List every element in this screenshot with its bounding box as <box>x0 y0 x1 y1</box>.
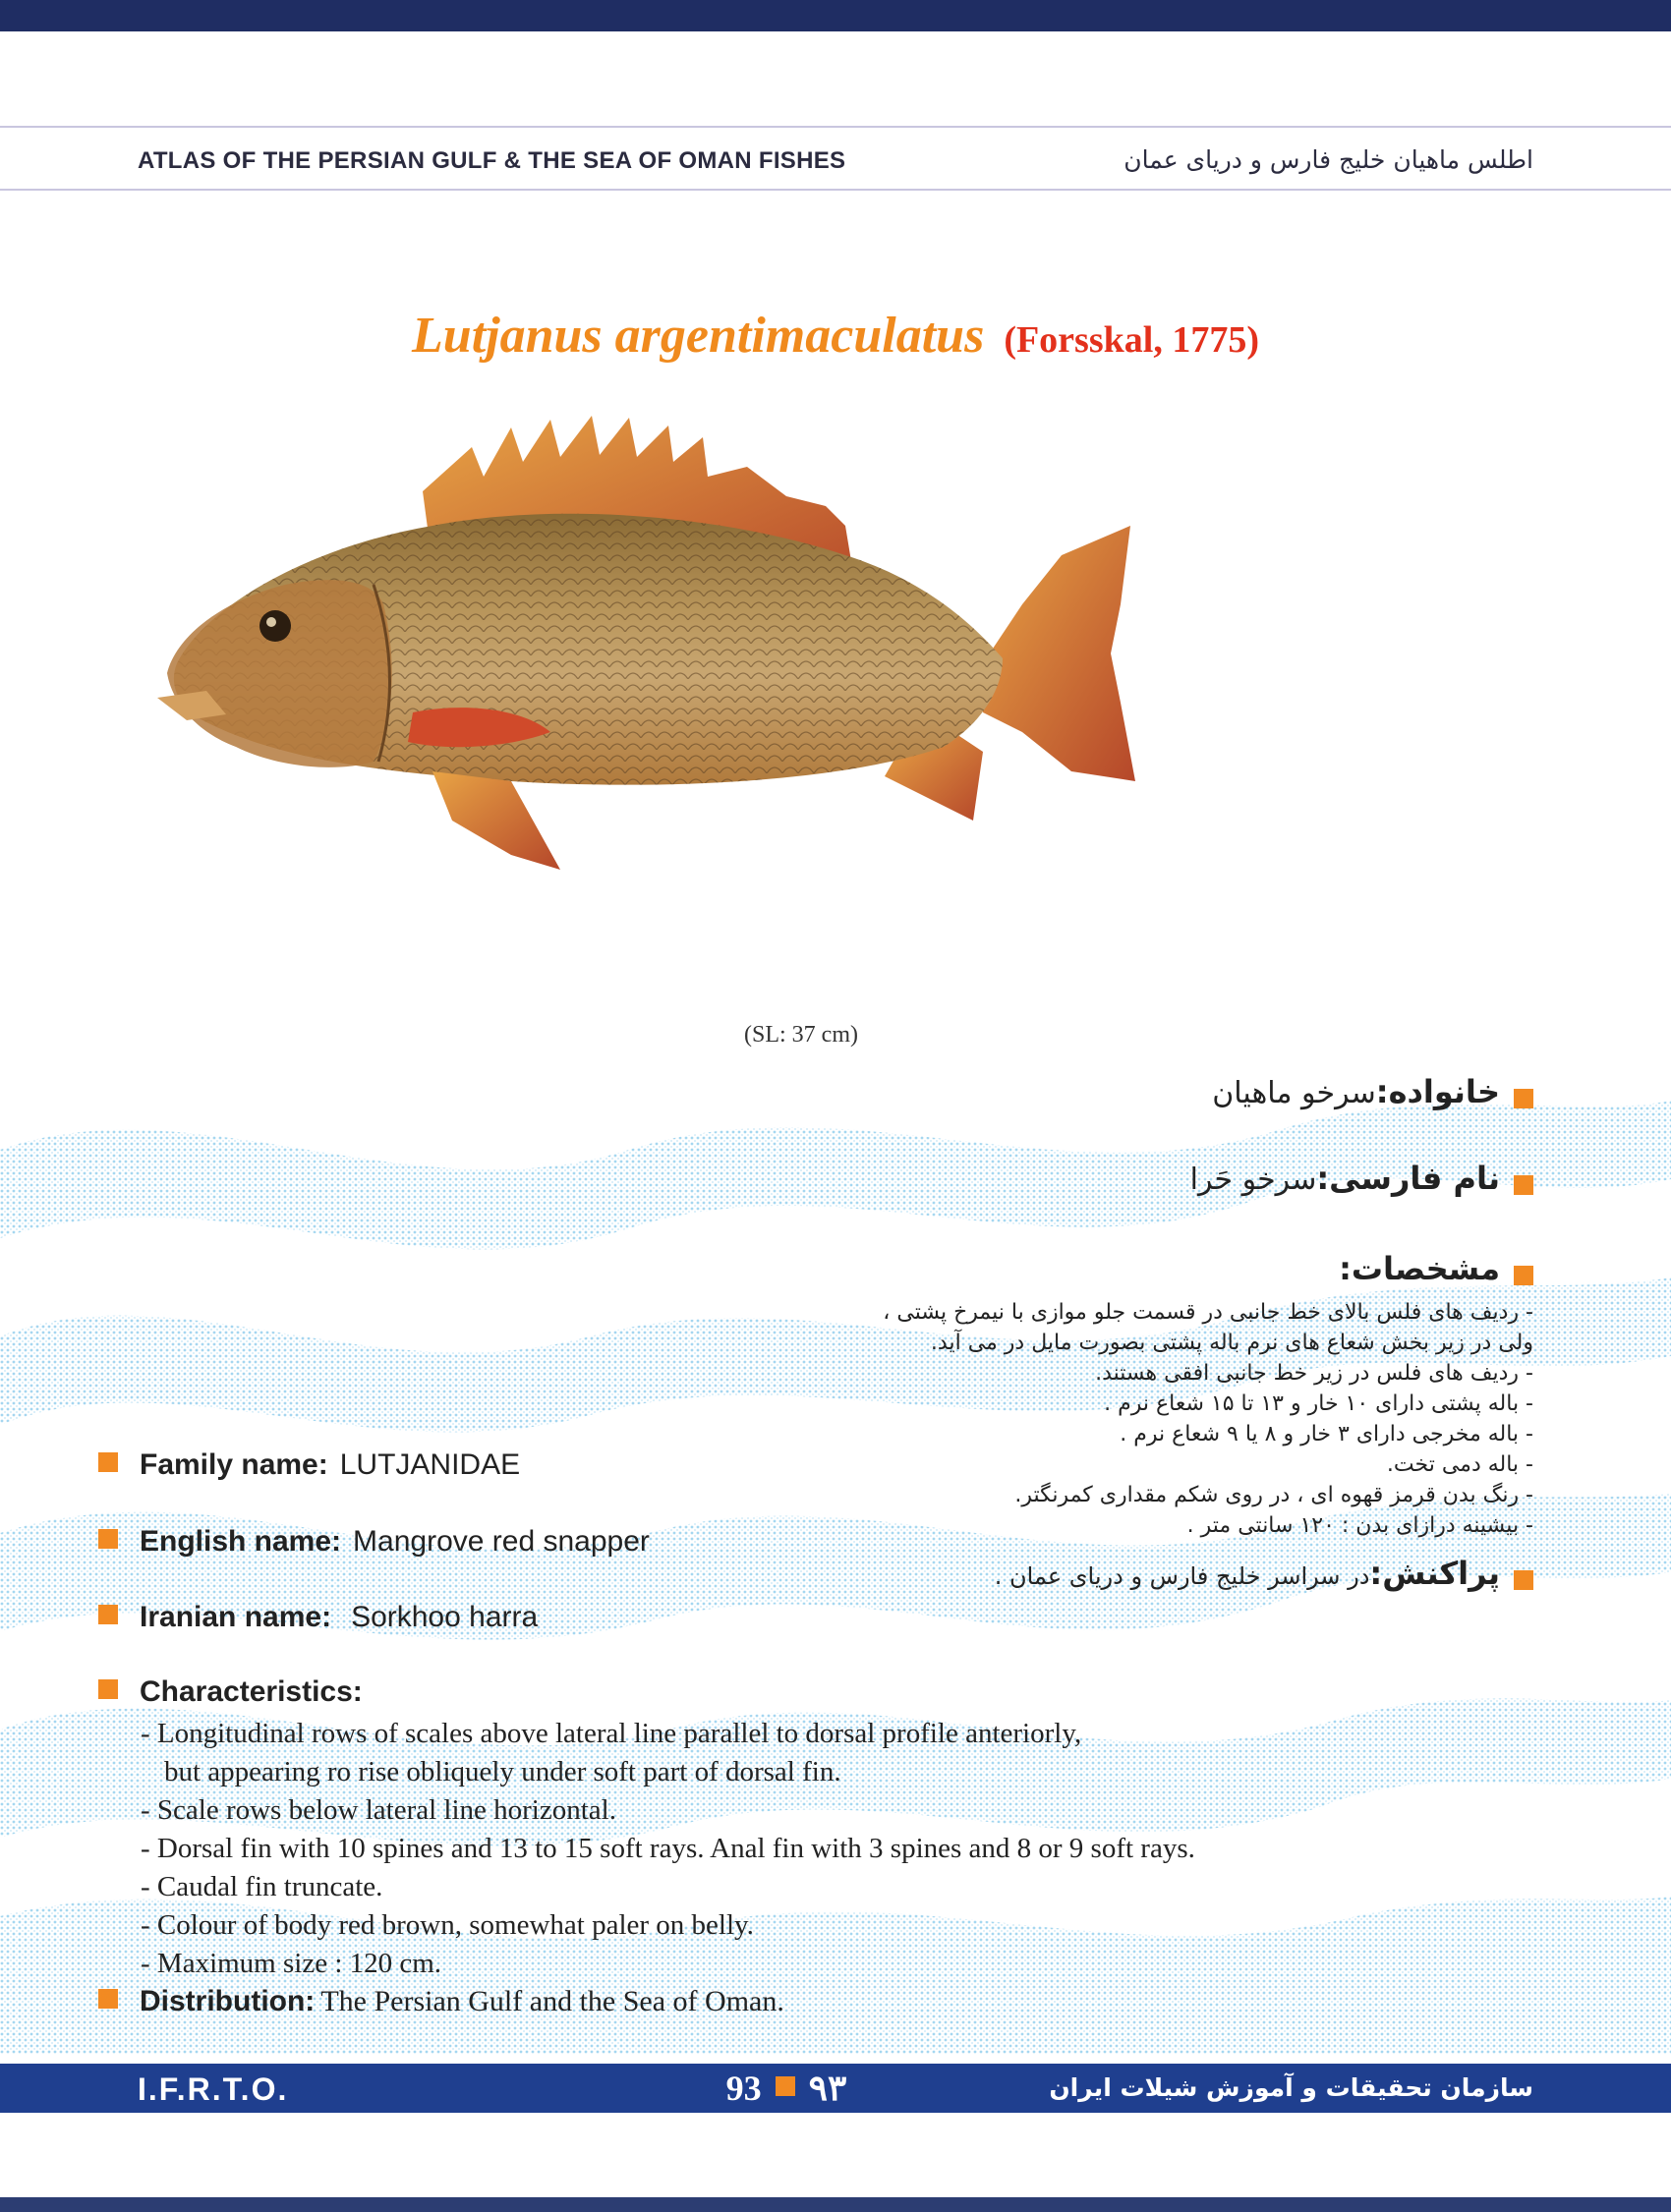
en-char-line: - Longitudinal rows of scales above lateral line parallel to dorsal profile anteriorly, <box>141 1718 1082 1749</box>
top-edge-bar <box>0 0 1671 31</box>
fa-char-line: ولی در زیر بخش شعاع های نرم باله پشتی بصورت مایل در می آید. <box>930 1331 1533 1355</box>
orange-bullet-icon <box>1514 1175 1533 1195</box>
fa-name-value: سرخو حَرا <box>1189 1163 1317 1197</box>
caudal-fin <box>983 526 1135 781</box>
orange-bullet-icon <box>1514 1266 1533 1285</box>
en-family-value: LUTJANIDAE <box>339 1448 521 1481</box>
orange-bullet-icon <box>98 1452 118 1472</box>
fa-characteristics-list <box>883 1297 1533 1541</box>
fa-family-label: خانواده: <box>1375 1073 1500 1110</box>
bottom-edge-bar <box>0 2197 1671 2212</box>
en-dist-label: Distribution: <box>140 1985 316 2017</box>
en-iranian-label: Iranian name: <box>140 1601 332 1633</box>
size-caption: (SL: 37 cm) <box>744 1022 858 1048</box>
fa-characteristics-heading <box>1339 1250 1533 1287</box>
header-rule <box>0 189 1671 191</box>
scientific-name: Lutjanus argentimaculatus <box>412 308 985 364</box>
footer-org-fa: سازمان تحقیقات و آموزش شیلات ایران <box>1049 2073 1533 2102</box>
fa-name-field <box>1190 1160 1533 1197</box>
en-family-label: Family name: <box>140 1448 328 1481</box>
fa-family-field <box>1212 1073 1533 1110</box>
fa-char-line: - باله دمی تخت. <box>1386 1452 1533 1477</box>
species-authority: (Forsskal, 1775) <box>1004 319 1259 361</box>
en-char-line: - Caudal fin truncate. <box>141 1871 383 1902</box>
header-title-en: ATLAS OF THE PERSIAN GULF & THE SEA OF OMAN FISHES <box>138 147 846 174</box>
header-rule <box>0 126 1671 128</box>
footer-org-en: I.F.R.T.O. <box>138 2071 289 2107</box>
fa-family-value: سرخو ماهیان <box>1212 1076 1376 1110</box>
fa-distribution-field <box>995 1555 1533 1592</box>
fish-head <box>157 580 392 767</box>
en-char-line: - Dorsal fin with 10 spines and 13 to 15 soft rays. Anal fin with 3 spines and 8 or 9 soft rays. <box>141 1833 1195 1864</box>
fa-char-label: مشخصات: <box>1339 1250 1500 1287</box>
en-char-label: Characteristics: <box>140 1675 363 1708</box>
fa-char-line: - رنگ بدن قرمز قهوه ای ، در روی شکم مقداری کمرنگتر. <box>1014 1483 1533 1507</box>
fa-char-line: - ردیف های فلس بالای خط جانبی در قسمت جلو موازی با نیمرخ پشتی ، <box>883 1300 1533 1325</box>
en-dist-value: The Persian Gulf and the Sea of Oman. <box>320 1985 784 2017</box>
fish-illustration <box>138 408 1278 1017</box>
fa-char-line: - باله مخرجی دارای ۳ خار و ۸ یا ۹ شعاع نرم . <box>1120 1422 1533 1446</box>
fa-dist-label: پراکنش: <box>1369 1555 1500 1592</box>
en-iranian-name-field <box>98 1601 538 1634</box>
footer-bar <box>0 2064 1671 2113</box>
orange-bullet-icon <box>1514 1570 1533 1590</box>
page-number-persian: ۹۳ <box>808 2069 847 2108</box>
en-english-value: Mangrove red snapper <box>353 1525 650 1558</box>
en-distribution-field <box>98 1985 784 2018</box>
orange-bullet-icon <box>98 1529 118 1549</box>
fa-char-line: - بیشینه درازای بدن : ۱۲۰ سانتی متر . <box>1186 1513 1533 1538</box>
en-characteristics-heading <box>98 1675 363 1709</box>
pelvic-fin <box>432 771 560 870</box>
header-title-fa: اطلس ماهیان خلیج فارس و دریای عمان <box>1124 145 1533 174</box>
en-char-line: - Scale rows below lateral line horizontal. <box>141 1794 616 1826</box>
orange-bullet-icon <box>1514 1089 1533 1108</box>
fa-name-label: نام فارسی: <box>1316 1160 1500 1197</box>
fa-dist-value: در سراسر خلیج فارس و دریای عمان . <box>994 1562 1370 1590</box>
species-title <box>0 307 1671 365</box>
en-char-line: but appearing ro rise obliquely under soft part of dorsal fin. <box>164 1756 841 1787</box>
en-char-line: - Colour of body red brown, somewhat paler on belly. <box>141 1909 754 1941</box>
fa-char-line: - ردیف های فلس در زیر خط جانبی افقی هستند. <box>1095 1361 1533 1386</box>
en-family-field <box>98 1448 520 1482</box>
en-english-name-field <box>98 1525 650 1559</box>
fa-char-line: - باله پشتی دارای ۱۰ خار و ۱۳ تا ۱۵ شعاع نرم . <box>1104 1391 1533 1416</box>
page-number-latin: 93 <box>725 2069 762 2108</box>
orange-bullet-icon <box>776 2076 795 2096</box>
en-english-label: English name: <box>140 1525 342 1558</box>
en-iranian-value: Sorkhoo harra <box>351 1601 539 1633</box>
orange-bullet-icon <box>98 1679 118 1699</box>
orange-bullet-icon <box>98 1605 118 1624</box>
orange-bullet-icon <box>98 1989 118 2009</box>
en-characteristics-list <box>141 1715 1195 1983</box>
en-char-line: - Maximum size : 120 cm. <box>141 1948 442 1979</box>
